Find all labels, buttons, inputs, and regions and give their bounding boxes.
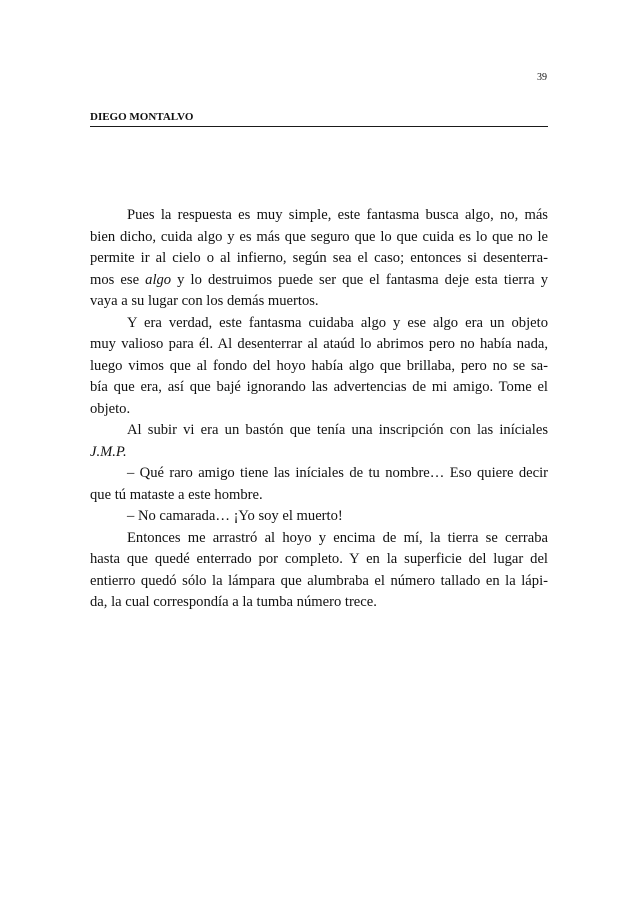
running-head: DIEGO MONTALVO [90,111,548,127]
paragraph-4 [90,463,548,506]
text-line: vaya a su lugar con los demás muertos. [90,293,319,309]
text-line: que tú mataste a este hombre. [90,486,263,503]
paragraph-1 [90,205,548,313]
text-line: bien dicho, cuida algo y es más que seguro que lo que cuida es lo que no le [90,228,548,245]
text-run: y lo destruimos puede ser que el fantasma deje esta tierra y [171,271,548,288]
paragraph-2 [90,313,548,421]
text-line: entierro quedó sólo la lámpara que alumbraba el número tallado en la lápi- [90,572,548,589]
text-line: permite ir al cielo o al infierno, según sea el caso; entonces si desenterra- [90,250,548,266]
text-line: Al subir vi era un bastón que tenía una inscripción con las iníciales [127,422,548,438]
text-run: mos ese [90,271,146,288]
paragraph-6 [90,528,548,614]
body-text [90,205,548,614]
text-line [90,270,548,292]
italic-word: algo [145,271,172,288]
text-line: objeto. [90,400,131,417]
text-line: – Qué raro amigo tiene las iníciales de tu nombre… Eso quiere decir [127,465,548,481]
text-line: bía que era, así que bajé ignorando las advertencias de mi amigo. Tome el [90,379,548,395]
text-line: – No camarada… ¡Yo soy el muerto! [127,508,343,524]
text-line [90,442,548,464]
paragraph-3 [90,420,548,463]
paragraph-5 [90,506,548,528]
italic-initials: J.M.P. [90,443,127,460]
text-line: luego vimos que al fondo del hoyo había algo que brillaba, pero no se sa- [90,357,548,374]
page-number: 39 [537,72,547,83]
text-line: Y era verdad, este fantasma cuidaba algo y ese algo era un objeto [127,314,548,331]
text-line: hasta que quedé enterrado por completo. Y en la superficie del lugar del [90,551,548,567]
text-line: da, la cual correspondía a la tumba número trece. [90,594,377,610]
text-line: Entonces me arrastró al hoyo y encima de mí, la tierra se cerraba [127,529,548,546]
text-line: Pues la respuesta es muy simple, este fantasma busca algo, no, más [127,207,548,223]
text-line: muy valioso para él. Al desenterrar al ataúd lo abrimos pero no había nada, [90,336,548,352]
